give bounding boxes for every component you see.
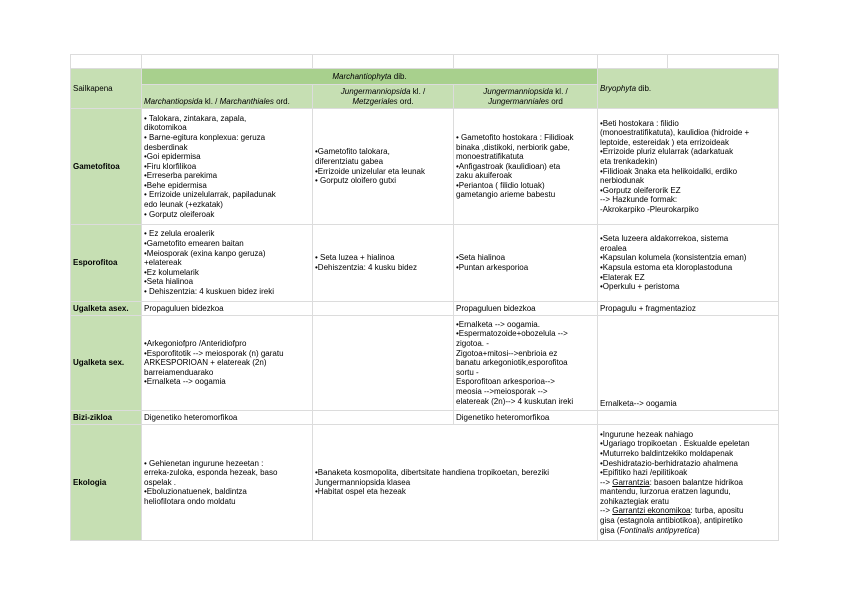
cell-line: •Habitat ospel eta hezeak [315,487,406,497]
cell-line: erreka-zuloka, esponda hezeak, baso [144,468,278,478]
cell-line: •Kapsulan kolumela (konsistentzia eman) [600,253,747,263]
cell-line: meosia -->meiosporak --> [456,386,548,396]
marchantiophyta-header [142,69,598,85]
cell-line: •Epifitiko hazi /epilitikoak [600,468,688,478]
cell-line: •Elaterak EZ [600,272,645,282]
cell-line: desberdinak [144,142,188,152]
cell-line: •Dehiszentzia: 4 kusku bidez [315,263,417,272]
bizi-zikloa-bryophyta [598,411,779,425]
gametofitoa-marchantiopsida [142,109,313,225]
bryophyta-header [598,69,779,109]
esporofitoa-marchantiopsida [142,225,313,302]
col-header-marchantiopsida [142,85,313,109]
cell-line: •Errizoide unizelular eta leunak [315,166,425,176]
cell-line: • Seta luzea + hialinoa [315,253,395,263]
ekonomikoa-text: : turba, apositu [690,506,744,516]
cell-line: edo leunak (+ezkatak) [144,200,223,210]
row-bizi-zikloa [71,411,779,425]
cell-line: •Banaketa kosmopolita, dibertsitate handiena tropikoetan, bereziki [315,468,550,478]
cell-line: +elatereak [144,258,182,268]
cell-line: nerbiodunak [600,176,645,186]
cell-line: •Behe epidermisa [144,180,207,190]
garrantzia-line [600,478,776,488]
ekologia-bryophyta [598,425,779,541]
cell-line: •Erreserba parekima [144,171,218,181]
ekologia-marchantiopsida [142,425,313,541]
row-label-esporofitoa: Esporofitoa [71,225,142,302]
ekonomikoa-term: Garrantzi ekonomikoa [612,506,691,516]
cell-line: •Gametofito talokara, [315,147,390,157]
cell-line: •Seta hialinoa [144,277,194,287]
cell-line: (monoestratifikatuta), kaulidioa (hidroide + [600,128,750,138]
cell-line: •Meiosporak (exina kanpo geruza) [144,248,266,258]
ugalketa-asex-metzgeriales [313,302,454,316]
cell-line: zaku akuiferoak [456,171,513,181]
gametofitoa-metzgeriales [313,109,454,225]
cell-line: sortu - [456,367,479,377]
col1-ord: ord. [273,97,290,107]
arrow: --> [600,506,613,516]
row-esporofitoa [71,225,779,302]
cell-line: diferentziatu gabea [315,156,384,166]
cell-line: •Arkegoniofpro /Anteridiofpro [144,339,247,349]
cell-line: eroalea [600,243,627,253]
cell-line: •Ernalketa --> oogamia. [456,319,540,329]
col2-ord: ord. [397,96,414,106]
bizi-zikloa-marchantiopsida: Digenetiko heteromorfikoa [142,411,313,425]
cell-line: •Periantoa ( filidio lotuak) [456,180,545,190]
bizi-zikloa-jungermanniales: Digenetiko heteromorfikoa [454,411,598,425]
cell-line: leptoide, estereidak ) eta errizoideak [600,137,729,147]
col3-kl: kl. / [553,86,568,96]
cell-line: Zigotoa+mitosi-->enbrioia ez [456,348,558,358]
row-label-ugalketa-sex: Ugalketa sex. [71,316,142,411]
garrantzia-term: Garrantzia [612,477,650,487]
cell-line: •Seta hialinoa [456,253,506,263]
cell-line: •Ez kolumelarik [144,267,199,277]
col1-kl: kl. / [202,97,220,107]
cell-line: banatu arkegoniotik,esporofitoa [456,358,568,368]
esporofitoa-jungermanniales [454,225,598,302]
cell-line: •Firu klorfilikoa [144,161,197,171]
marchantiophyta-name: Marchantiophyta [332,71,392,81]
cell-line: • Ez zelula eroalerik [144,229,215,239]
cell-line: •Puntan arkesporioa [456,263,529,272]
col-header-metzgeriales [313,85,454,109]
cell-line: barreiamenduarako [144,367,214,377]
garrantzia-more [600,487,776,506]
ugalketa-asex-marchantiopsida: Propaguluen bidezkoa [142,302,313,316]
col1-class: Marchantiopsida [144,97,203,107]
bryophyta-name: Bryophyta [600,83,637,93]
row-ekologia [71,425,779,541]
ugalketa-sex-marchantiopsida [142,316,313,411]
cell-line: mantendu, lurzorua eratzen lagundu, [600,487,731,497]
cell-line: •Operkulu + peristoma [600,282,680,292]
row-label-ekologia: Ekologia [71,425,142,541]
fontinalis-post: ) [696,525,700,535]
cell-line: zohikaztegiak eratu [600,496,669,506]
cell-line: •Beti hostokara : filidio [600,118,679,128]
col1-order: Marchanthiales [219,97,274,107]
cell-line: •Filidioak 3naka eta helikoidalki, erdiko [600,166,738,176]
esporofitoa-metzgeriales [313,225,454,302]
cell-line: •Kapsula estoma eta kloroplastoduna [600,263,733,272]
cell-line: •Gametofito emearen baitan [144,239,244,249]
ugalketa-asex-jungermanniales: Propaguluen bidezkoa [454,302,598,316]
col2-class: Jungermanniopsida [340,86,411,96]
cell-line: •Ugariago tropikoetan . Eskualde epeletan [600,439,750,449]
cell-line: • Barne-egitura konplexua: geruza [144,132,266,142]
cell-line: •Ingurune hezeak nahiago [600,429,694,439]
gametofitoa-bryophyta [598,109,779,225]
cell-line: •Espermatozoide+obozelula --> [456,329,568,339]
cell-line: • Gorputz oloifero gutxi [315,176,397,186]
top-blank-row [71,55,779,69]
cell-line: • Dehiszentzia: 4 kuskuen bidez ireki [144,286,274,296]
cell-line: •Anfigastroak (kaulidioan) eta [456,161,561,171]
fontinalis-line [600,526,776,536]
row-ugalketa-sex [71,316,779,411]
header-corner: Sailkapena [71,69,142,109]
garrantzia-text: : basoen balantze hidrikoa [649,477,743,487]
ekonomikoa-line [600,506,776,516]
col-header-jungermanniales [454,85,598,109]
row-gametofitoa [71,109,779,225]
col2-order: Metzgeriales [352,96,398,106]
fontinalis-pre: gisa ( [600,525,620,535]
cell-line: •Eboluzionatuenek, baldintza [144,487,247,497]
cell-line: •Seta luzeera aldakorrekoa, sistema [600,234,729,244]
ugalketa-sex-jungermanniales [454,316,598,411]
bryophyta-suffix: dib. [636,83,652,93]
cell-line: •Errizoide pluriz elularrak (adarkatuak [600,147,734,157]
cell-line: dikotomikoa [144,123,187,133]
header-row-1 [71,69,779,85]
cell-line: •Muturreko baldintzekiko moldapenak [600,448,734,458]
marchantiophyta-suffix: dib. [391,71,407,81]
cell-line: gametangio arieme babestu [456,190,556,200]
col2-kl: kl. / [410,86,426,96]
cell-line: • Gametofito hostokara : Filidioak [456,132,574,142]
cell-line: binaka ,distikoki, nerbiorik gabe, [456,142,570,152]
cell-line: heliofilotara ondo moldatu [144,496,236,506]
classification-table [70,54,779,541]
cell-line: Jungermanniopsida klasea [315,477,411,487]
cell-line: •Ernalketa --> oogamia [144,377,226,387]
cell-line: elatereak (2n)--> 4 kuskutan ireki [456,396,574,406]
cell-line: zigotoa. - [456,339,489,349]
cell-line: -Akrokarpiko -Pleurokarpiko [600,204,699,214]
row-label-bizi-zikloa: Bizi-zikloa [71,411,142,425]
esporofitoa-bryophyta [598,225,779,302]
cell-line: ospelak . [144,477,177,487]
row-ugalketa-asex [71,302,779,316]
ugalketa-sex-bryophyta: Ernalketa--> oogamia [598,316,779,411]
cell-line: •Gorputz oleiferorik EZ [600,185,681,195]
cell-line: • Gorputz oleiferoak [144,209,215,219]
cell-line: ARKESPORIOAN + elatereak (2n) [144,358,267,368]
ekonomikoa-more: gisa (estagnola antibiotikoa), antipiretiko [600,516,743,526]
ugalketa-sex-metzgeriales [313,316,454,411]
gametofitoa-jungermanniales [454,109,598,225]
bizi-zikloa-metzgeriales [313,411,454,425]
cell-line: •Esporofitotik --> meiosporak (n) garatu [144,348,284,358]
row-label-ugalketa-asex: Ugalketa asex. [71,302,142,316]
ugalketa-asex-bryophyta: Propagulu + fragmentazioz [598,302,779,316]
cell-line: • Gehienetan ingurune hezeetan : [144,458,264,468]
ekologia-bryo-lines [600,430,776,478]
col3-class: Jungermanniopsida [483,86,554,96]
row-label-gametofitoa: Gametofitoa [71,109,142,225]
cell-line: • Errizoide unizelularrak, papiladunak [144,190,276,200]
arrow: --> [600,477,613,487]
cell-line: monoestratifikatuta [456,152,524,162]
fontinalis-species: Fontinalis antipyretica [619,525,697,535]
cell-line: •Deshidratazio-berhidratazio ahalmena [600,458,738,468]
col3-ord: ord [549,96,563,106]
col3-order: Jungermanniales [488,96,550,106]
cell-line: •Goi epidermisa [144,152,201,162]
cell-line: Esporofitoan arkesporioa--> [456,377,555,387]
cell-line: • Talokara, zintakara, zapala, [144,113,247,123]
cell-line: eta trenkadekin) [600,156,658,166]
ekologia-jungermanniopsida [313,425,598,541]
cell-line: --> Hazkunde formak: [600,195,678,205]
